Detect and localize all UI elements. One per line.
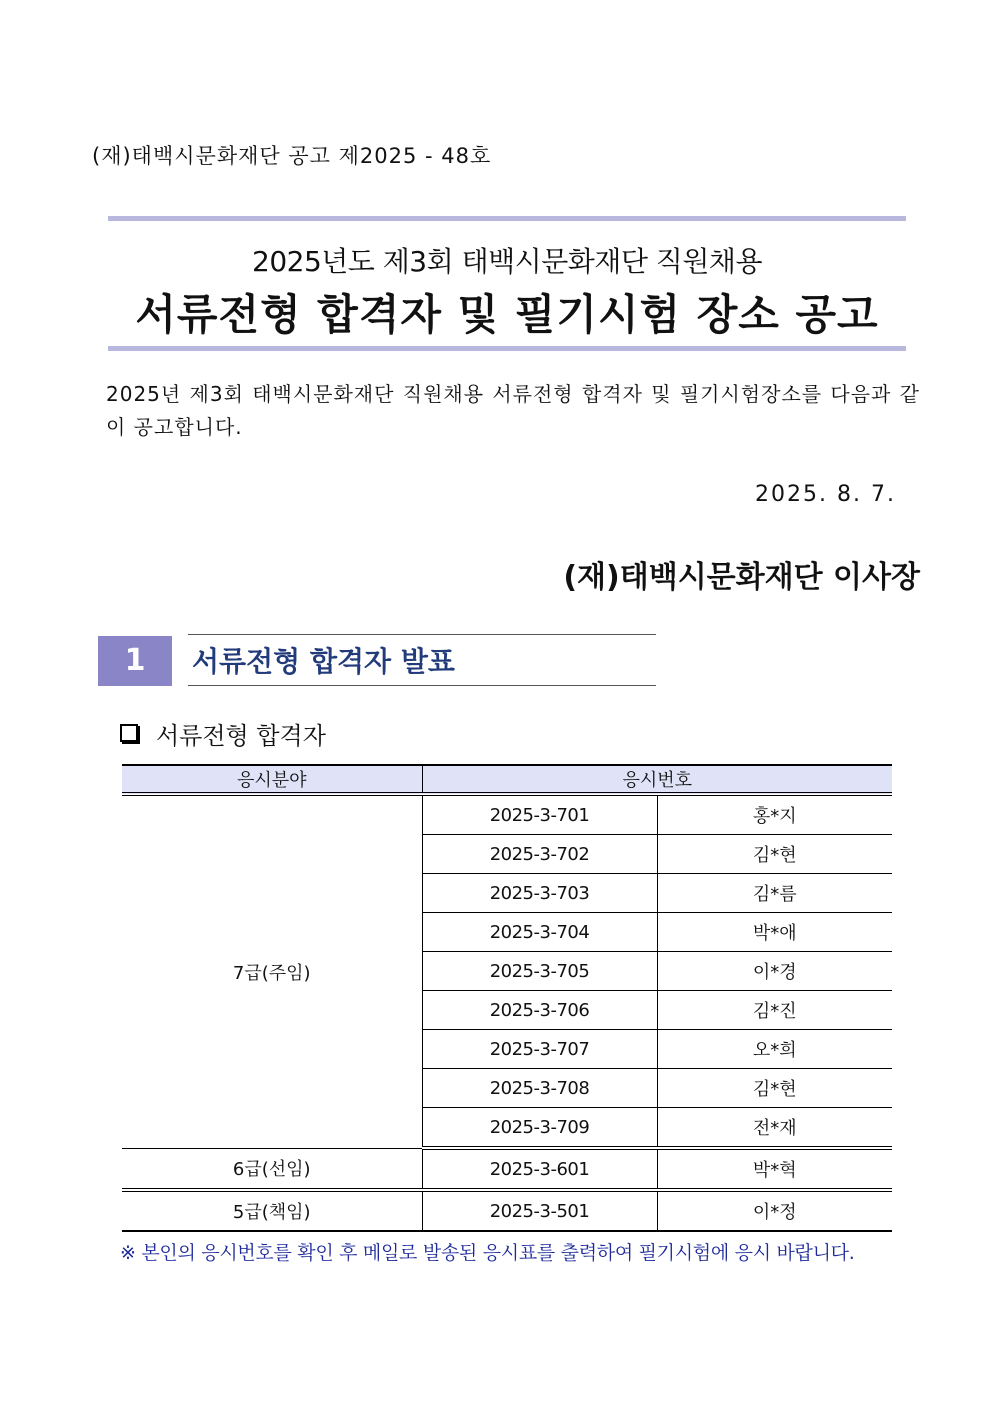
- applicant-name: 전*재: [657, 1108, 892, 1149]
- header-applicant-no: 응시번호: [422, 765, 892, 794]
- applicant-number: 2025-3-705: [422, 952, 657, 991]
- header-field: 응시분야: [122, 765, 422, 794]
- applicant-name: 홍*지: [657, 794, 892, 835]
- title-bottom-rule: [108, 346, 906, 351]
- checkbox-bullet-icon: [120, 724, 138, 742]
- section-number-badge: 1: [98, 636, 172, 686]
- table-row: [122, 1190, 892, 1231]
- table-header-row: [122, 765, 892, 794]
- document-title: 서류전형 합격자 및 필기시험 장소 공고: [135, 290, 879, 339]
- applicant-name: 김*름: [657, 874, 892, 913]
- applicant-number: 2025-3-706: [422, 991, 657, 1030]
- applicant-name: 김*현: [657, 1069, 892, 1108]
- applicant-number: 2025-3-601: [422, 1148, 657, 1190]
- applicant-name: 박*애: [657, 913, 892, 952]
- section-title: 서류전형 합격자 발표: [192, 645, 455, 678]
- title-top-rule: [108, 216, 906, 221]
- applicant-number: 2025-3-701: [422, 794, 657, 835]
- notice-number: (재)태백시문화재단 공고 제2025 - 48호: [92, 144, 492, 168]
- table-row: [122, 794, 892, 835]
- issuer-name: (재)태백시문화재단 이사장: [563, 560, 920, 595]
- applicant-name: 오*희: [657, 1030, 892, 1069]
- applicant-name: 김*진: [657, 991, 892, 1030]
- notice-date: 2025. 8. 7.: [755, 482, 896, 507]
- applicant-name: 이*경: [657, 952, 892, 991]
- field-cell: 7급(주임): [122, 794, 422, 1148]
- applicants-table: [122, 764, 892, 1232]
- applicant-number: 2025-3-704: [422, 913, 657, 952]
- applicant-name: 박*혁: [657, 1148, 892, 1190]
- document-subtitle: 2025년도 제3회 태백시문화재단 직원채용: [252, 245, 762, 278]
- field-cell: 5급(책임): [122, 1190, 422, 1231]
- applicant-number: 2025-3-708: [422, 1069, 657, 1108]
- applicant-name: 김*현: [657, 835, 892, 874]
- subheading-label: 서류전형 합격자: [156, 722, 326, 750]
- applicant-number: 2025-3-501: [422, 1190, 657, 1231]
- field-cell: 6급(선임): [122, 1148, 422, 1190]
- applicant-number: 2025-3-703: [422, 874, 657, 913]
- applicant-number: 2025-3-702: [422, 835, 657, 874]
- applicant-name: 이*정: [657, 1190, 892, 1231]
- footnote: ※ 본인의 응시번호를 확인 후 메일로 발송된 응시표를 출력하여 필기시험에 응시 바랍니다.: [120, 1242, 855, 1264]
- subheading: [120, 716, 326, 751]
- table-row: [122, 1148, 892, 1190]
- applicant-number: 2025-3-709: [422, 1108, 657, 1149]
- intro-paragraph: 2025년 제3회 태백시문화재단 직원채용 서류전형 합격자 및 필기시험장소를 다음과 같이 공고합니다.: [106, 382, 920, 439]
- applicant-number: 2025-3-707: [422, 1030, 657, 1069]
